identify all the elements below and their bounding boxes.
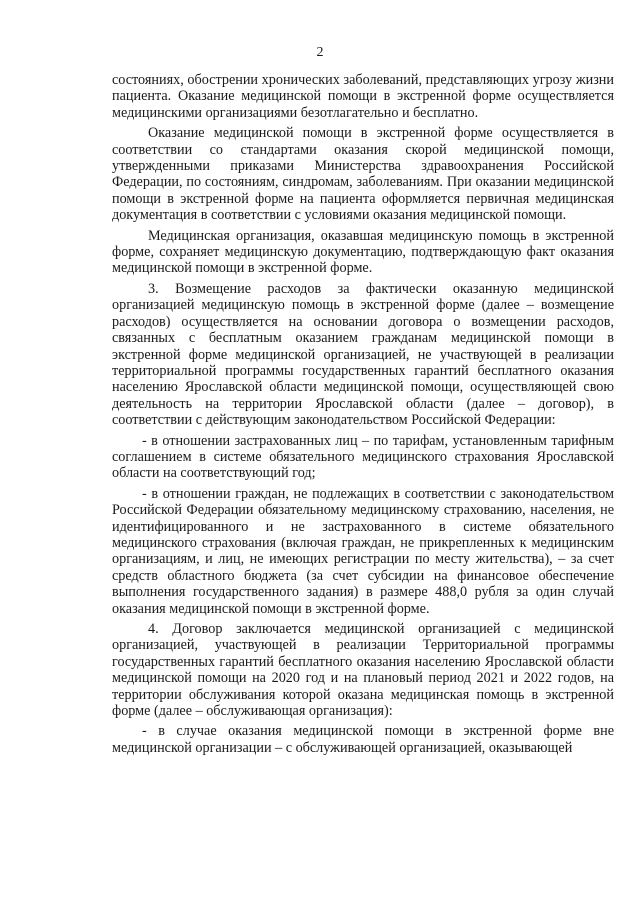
paragraph-emergency-care-standards: Оказание медицинской помощи в экстренной форме осуществляется в соответствии со стандартами оказания скорой медицинской помощи, утвержденными приказами Министерства здравоохранения Российской Федерации, по состояниям, синдромам, заболеваниям. При оказании медицинской помощи в экстренной форме на пациента оформляется первичная медицинская документация в соответствии с условиями оказания медицинской помощи. xyxy=(112,125,614,224)
paragraph-documentation-retention: Медицинская организация, оказавшая медицинскую помощь в экстренной форме, сохраняет медицинскую документацию, подтверждающую факт оказания медицинской помощи в экстренной форме. xyxy=(112,227,614,277)
paragraph-continuation: состояниях, обострении хронических заболеваний, представляющих угрозу жизни пациента. Оказание медицинской помощи в экстренной форме осуществляется медицинскими организациями безотлагательно и бесплатно. xyxy=(112,72,614,121)
list-item-uninsured-citizens: - в отношении граждан, не подлежащих в соответствии с законодательством Российской Федерации обязательному медицинскому страхованию, населения, не идентифицированного и не застрахованного в системе обязательного медицинского страхования (включая граждан, не прикрепленных к медицинским организациям, и лиц, не имеющих регистрации по месту жительства), – за счет средств областного бюджета (за счет субсидии на финансовое обеспечение выполнения государственного задания) в размере 488,0 рубля за один случай оказания медицинской помощи в экстренной форме. xyxy=(112,485,614,617)
paragraph-item-3-reimbursement: 3. Возмещение расходов за фактически оказанную медицинской организацией медицинскую помощь в экстренной форме (далее – возмещение расходов) осуществляется на основании договора о возмещении расходов, связанных с бесплатным оказанием гражданам медицинской помощи в экстренной форме медицинской организацией, не участвующей в реализации территориальной программы государственных гарантий бесплатного оказания населению Ярославской области медицинской помощи, осуществляющей свою деятельность на территории Ярославской области (далее – договор), в соответствии с действующим законодательством Российской Федерации: xyxy=(112,280,614,429)
document-body xyxy=(112,72,614,760)
list-item-insured-persons: - в отношении застрахованных лиц – по тарифам, установленным тарифным соглашением в системе обязательного медицинского страхования Ярославской области на соответствующий год; xyxy=(112,432,614,482)
list-item-outside-organization: - в случае оказания медицинской помощи в экстренной форме вне медицинской организации – с обслуживающей организацией, оказывающей xyxy=(112,723,614,756)
page-number: 2 xyxy=(316,45,324,60)
paragraph-item-4-contract: 4. Договор заключается медицинской организацией с медицинской организацией, участвующей в реализации Территориальной программы государственных гарантий бесплатного оказания населению Ярославской области медицинской помощи на 2020 год и на плановый период 2021 и 2022 годов, на территории обслуживания которой оказана медицинская помощь в экстренной форме (далее – обслуживающая организация): xyxy=(112,621,614,720)
